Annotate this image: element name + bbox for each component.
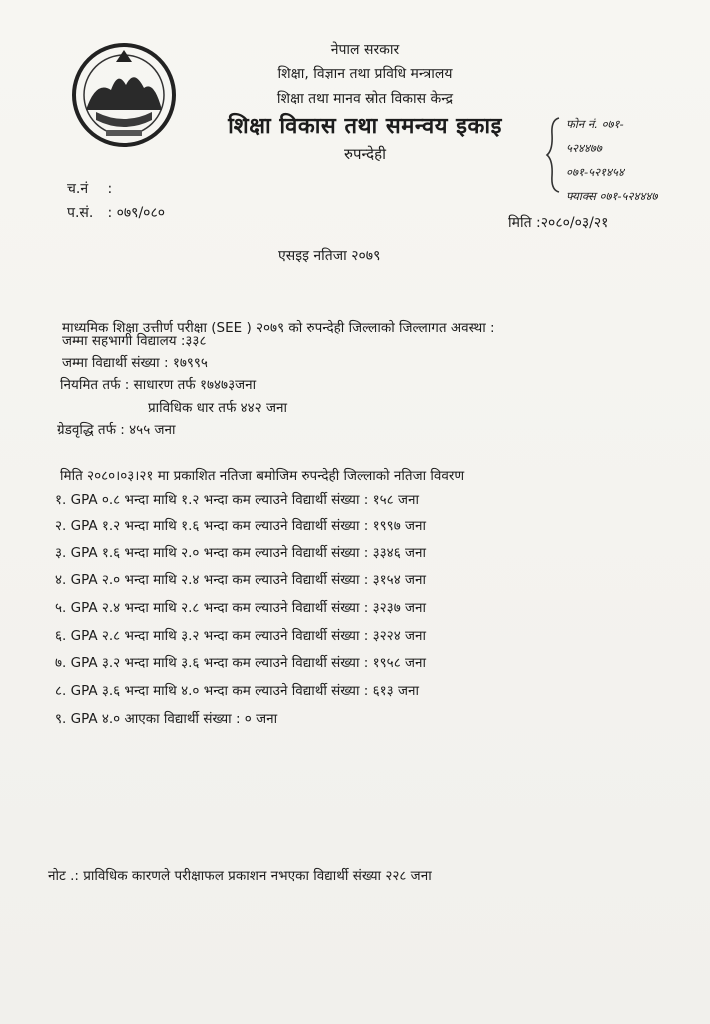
stat-students: जम्मा विद्यार्थी संख्या : १७९९५ [62,355,208,371]
header-government: नेपाल सरकार [330,42,400,58]
phone-number-2: ०७१-५२१४५४ [566,165,624,179]
gpa-row: ९. GPA ४.० आएका विद्यार्थी संख्या : ० जना [55,711,278,727]
gpa-row: २. GPA १.२ भन्दा माथि १.६ भन्दा कम ल्याउने विद्यार्थी संख्या : १९९७ जना [55,518,427,534]
fax-number: फ्याक्स ०७१-५२४४४७ [566,189,658,203]
patra-value: : ०७९/०८० [107,205,166,221]
header-office-title: शिक्षा विकास तथा समन्वय इकाइ [228,114,502,139]
header-centre: शिक्षा तथा मानव स्रोत विकास केन्द्र [276,91,454,107]
stat-regular: नियमित तर्फ : साधारण तर्फ १७४७३जना [60,377,257,393]
nepal-government-emblem-icon [66,40,182,150]
chalani-value: : [107,181,113,197]
intro-line: माध्यमिक शिक्षा उत्तीर्ण परीक्षा (SEE ) २०७९ को रुपन्देही जिल्लाको जिल्लागत अवस्था : [62,320,495,336]
contact-block [566,112,706,208]
gpa-row: ७. GPA ३.२ भन्दा माथि ३.६ भन्दा कम ल्याउने विद्यार्थी संख्या : १९५८ जना [55,655,427,671]
footnote: नोट .: प्राविधिक कारणले परीक्षाफल प्रकाशन नभएका विद्यार्थी संख्या २२८ जना [48,868,432,884]
patra-label: प.सं. [67,205,94,221]
result-heading: मिति २०८०।०३।२१ मा प्रकाशित नतिजा बमोजिम रुपन्देही जिल्लाको नतिजा विवरण [60,468,465,484]
gpa-row: ६. GPA २.८ भन्दा माथि ३.२ भन्दा कम ल्याउने विद्यार्थी संख्या : ३२२४ जना [55,628,427,644]
stat-grade-improvement: ग्रेडवृद्धि तर्फ : ४५५ जना [57,422,176,438]
patra-sankhya [67,203,165,222]
gpa-row: ५. GPA २.४ भन्दा माथि २.८ भन्दा कम ल्याउने विद्यार्थी संख्या : ३२३७ जना [55,600,427,616]
stat-schools: जम्मा सहभागी विद्यालय :३३८ [62,333,207,349]
gpa-row: ८. GPA ३.६ भन्दा माथि ४.० भन्दा कम ल्याउने विद्यार्थी संख्या : ६१३ जना [55,683,419,699]
gpa-row: ३. GPA १.६ भन्दा माथि २.० भन्दा कम ल्याउने विद्यार्थी संख्या : ३३४६ जना [55,545,427,561]
gpa-row: ४. GPA २.० भन्दा माथि २.४ भन्दा कम ल्याउने विद्यार्थी संख्या : ३१५४ जना [55,572,427,588]
header-ministry: शिक्षा, विज्ञान तथा प्रविधि मन्त्रालय [277,66,453,82]
chalani-label: च.नं [67,181,89,197]
header-district: रुपन्देही [344,145,386,163]
chalani-number [67,179,112,198]
letter-date: मिति :२०८०/०३/२१ [508,215,609,231]
gpa-row: १. GPA ०.८ भन्दा माथि १.२ भन्दा कम ल्याउने विद्यार्थी संख्या : १५८ जना [55,492,419,508]
stat-technical: प्राविधिक धार तर्फ ४४२ जना [148,400,288,416]
letter-subject: एसइइ नतिजा २०७९ [278,248,381,264]
phone-number-1: फोन नं. ०७१- [566,117,624,131]
brace-icon [545,116,563,194]
phone-number-1-cont: ५२४४७७ [566,141,602,155]
